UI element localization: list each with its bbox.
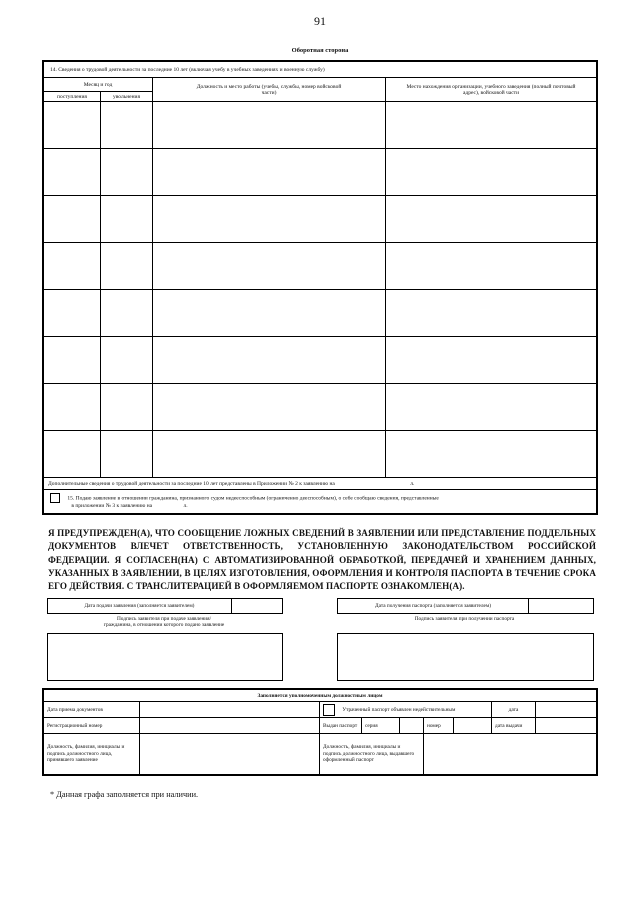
side-title: Оборотная сторона: [291, 47, 349, 54]
position-cell[interactable]: [153, 196, 386, 243]
accepting-official-label: Должность, фамилия, инициалы и подпись должностного лица, принявшего заявление: [44, 734, 140, 775]
position-cell[interactable]: [153, 290, 386, 337]
additional-info: [44, 478, 597, 490]
signature-receive-caption: Подпись заявителя при получении паспорта: [414, 616, 515, 622]
date-submitted-label: Дата подачи заявления (заполняется заявителем): [48, 599, 232, 613]
work-history-row: [44, 337, 597, 384]
page-number: 91: [314, 14, 326, 28]
signature-receive-box[interactable]: [337, 633, 594, 681]
work-history-row: [44, 431, 597, 478]
address-cell[interactable]: [386, 102, 597, 149]
address-cell[interactable]: [386, 290, 597, 337]
series-input[interactable]: [400, 718, 424, 734]
lost-passport-cell: [320, 702, 492, 718]
item-15-checkbox[interactable]: [50, 493, 60, 503]
signature-submit-caption-line2: гражданина, в отношении которого подано заявление: [103, 622, 225, 628]
issuing-official-label: Должность, фамилия, инициалы и подпись должностного лица, выдавшего оформленный паспорт: [320, 734, 424, 775]
col-address: Место нахождения организации, учебного заведения (полный почтовый адрес), войсковой части: [386, 78, 597, 102]
position-cell[interactable]: [153, 431, 386, 478]
dismissal-cell[interactable]: [101, 384, 153, 431]
lost-passport-checkbox[interactable]: [323, 704, 335, 716]
section-14-table: [42, 60, 598, 515]
address-cell[interactable]: [386, 149, 597, 196]
number-label: номер: [424, 718, 454, 734]
col-dismissal: увольнения: [101, 92, 153, 102]
col-position: Должность и место работы (учебы, службы, номер войсковой части): [153, 78, 386, 102]
reg-number-label: Регистрационный номер: [44, 718, 140, 734]
signature-submit-caption-line1: Подпись заявителя при подаче заявления/: [116, 616, 212, 622]
admission-cell[interactable]: [44, 149, 101, 196]
dismissal-cell[interactable]: [101, 102, 153, 149]
position-cell[interactable]: [153, 337, 386, 384]
position-cell[interactable]: [153, 102, 386, 149]
issued-passport-label: Выдан паспорт: [320, 718, 362, 734]
date-submitted-field: [47, 598, 283, 614]
dismissal-cell[interactable]: [101, 196, 153, 243]
address-cell[interactable]: [386, 384, 597, 431]
official-block: [42, 688, 598, 776]
dismissal-cell[interactable]: [101, 243, 153, 290]
official-header: Заполняется уполномоченным должностным лицом: [44, 690, 597, 702]
admission-cell[interactable]: [44, 431, 101, 478]
admission-cell[interactable]: [44, 290, 101, 337]
admission-cell[interactable]: [44, 243, 101, 290]
accepting-official-input[interactable]: [140, 734, 320, 775]
additional-info-text: Дополнительные сведения о трудовой деятельности за последние 10 лет представлены в Приложении № 2 к заявлению на: [48, 480, 335, 487]
warning-statement: Я ПРЕДУПРЕЖДЕН(А), ЧТО СООБЩЕНИЕ ЛОЖНЫХ СВЕДЕНИЙ В ЗАЯВЛЕНИИ ИЛИ ПРЕДСТАВЛЕНИЕ ПОДДЕЛЬНЫХ ДОКУМЕНТОВ ВЛЕЧЕТ ОТВЕТСТВЕННОСТЬ, УСТАНОВЛЕННУЮ ЗАКОНОДАТЕЛЬСТВОМ РОССИЙСКОЙ ФЕДЕРАЦИИ. Я СОГЛАСЕН(НА) С АВТОМАТИЗИРОВАННОЙ ОБРАБОТКОЙ, ПЕРЕДАЧЕЙ И ХРАНЕНИЕМ ДАННЫХ, УКАЗАННЫХ В ЗАЯВЛЕНИИ, В ЦЕЛЯХ ИЗГОТОВЛЕНИЯ, ОФОРМЛЕНИЯ И КОНТРОЛЯ ПАСПОРТА В ТЕЧЕНИЕ СРОКА ЕГО ДЕЙСТВИЯ. С ТРАНСЛИТЕРАЦИЕЙ В ОФОРМЛЯЕМОМ ПАСПОРТЕ ОЗНАКОМЛЕН(А).: [48, 528, 596, 592]
dismissal-cell[interactable]: [101, 149, 153, 196]
section-14-title: 14. Сведения о трудовой деятельности за последние 10 лет (включая учебу в учебных заведениях и военную службу): [44, 62, 597, 78]
dismissal-cell[interactable]: [101, 431, 153, 478]
address-cell[interactable]: [386, 337, 597, 384]
date-label: дата: [492, 702, 536, 718]
position-cell[interactable]: [153, 149, 386, 196]
col-month-year: Месяц и год: [44, 78, 153, 92]
date-submitted-input[interactable]: [232, 599, 282, 613]
date-received-field: [337, 598, 594, 614]
item-15-line1: 15. Подаю заявление в отношении гражданина, признанного судом недееспособным (ограниченно дееспособным), о себе сообщаю сведения, представленные: [67, 495, 439, 502]
admission-cell[interactable]: [44, 337, 101, 384]
dismissal-cell[interactable]: [101, 337, 153, 384]
work-history-row: [44, 384, 597, 431]
address-cell[interactable]: [386, 431, 597, 478]
position-cell[interactable]: [153, 384, 386, 431]
item-15: [44, 490, 597, 514]
issuing-official-input[interactable]: [424, 734, 597, 775]
additional-info-suffix: л.: [410, 480, 415, 487]
admission-cell[interactable]: [44, 384, 101, 431]
address-cell[interactable]: [386, 196, 597, 243]
date-received-input[interactable]: [529, 599, 593, 613]
dismissal-cell[interactable]: [101, 290, 153, 337]
admission-cell[interactable]: [44, 102, 101, 149]
admission-cell[interactable]: [44, 196, 101, 243]
number-input[interactable]: [454, 718, 492, 734]
address-cell[interactable]: [386, 243, 597, 290]
reg-number-input[interactable]: [140, 718, 320, 734]
signature-submit-caption: [47, 616, 281, 628]
date-accepted-input[interactable]: [140, 702, 320, 718]
lost-passport-label: Утраченный паспорт объявлен недействительным: [342, 706, 456, 713]
footnote: * Данная графа заполняется при наличии.: [50, 790, 199, 799]
item-15-suffix: л.: [183, 503, 188, 510]
signature-submit-box[interactable]: [47, 633, 283, 681]
date-accepted-label: Дата приема документов: [44, 702, 140, 718]
work-history-row: [44, 102, 597, 149]
issue-date-label: дата выдачи: [492, 718, 536, 734]
lost-date-input[interactable]: [536, 702, 597, 718]
work-history-row: [44, 149, 597, 196]
work-history-row: [44, 243, 597, 290]
col-admission: поступления: [44, 92, 101, 102]
series-label: серия: [362, 718, 400, 734]
work-history-row: [44, 290, 597, 337]
item-15-line2: в приложении № 3 к заявлению на: [71, 503, 153, 510]
issue-date-input[interactable]: [536, 718, 597, 734]
work-history-row: [44, 196, 597, 243]
position-cell[interactable]: [153, 243, 386, 290]
date-received-label: Дата получения паспорта (заполняется заявителем): [338, 599, 529, 613]
